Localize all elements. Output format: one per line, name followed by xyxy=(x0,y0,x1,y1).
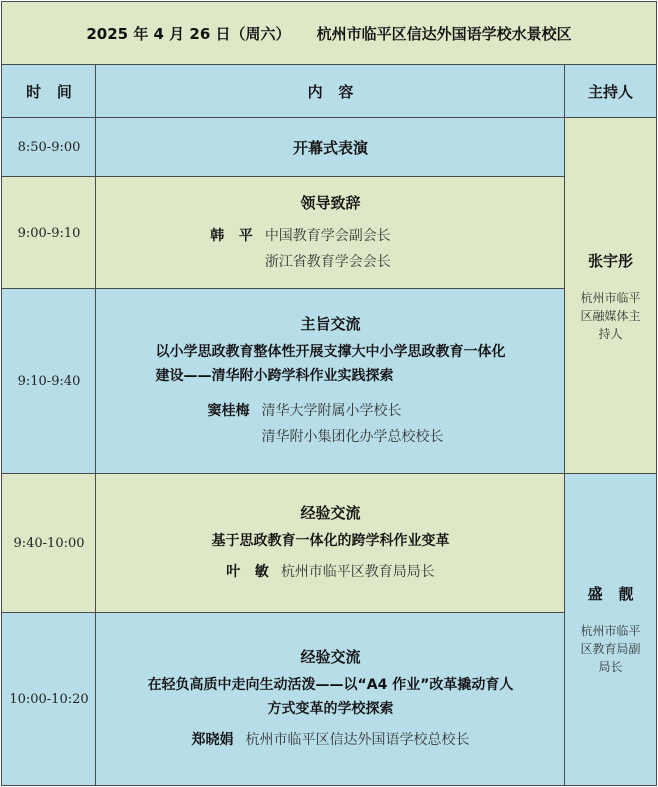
session-title: 开幕式表演 xyxy=(292,139,368,157)
speaker-roles xyxy=(262,398,444,450)
host-1 xyxy=(564,117,657,475)
banner xyxy=(1,1,657,66)
speaker xyxy=(208,398,444,450)
speaker-name: 叶 敏 xyxy=(226,564,269,580)
host-desc-line: 杭州市临平 xyxy=(580,290,641,305)
header-time xyxy=(1,64,97,119)
row-3-content xyxy=(95,288,566,475)
host-desc-line: 持人 xyxy=(598,326,623,341)
row-2-time xyxy=(1,176,97,290)
topic-line: 建设——清华附小跨学科作业实践探索 xyxy=(155,368,394,384)
session-title: 主旨交流 xyxy=(300,315,361,333)
speaker-name: 郑晓娟 xyxy=(191,731,234,748)
header-content-label: 内 容 xyxy=(307,83,354,101)
row-5-time xyxy=(1,612,97,786)
session-title: 领导致辞 xyxy=(300,193,361,212)
speaker-roles xyxy=(265,223,391,275)
time-label: 9:40-10:00 xyxy=(13,536,85,551)
time-label: 9:00-9:10 xyxy=(17,225,81,241)
host-desc-line: 杭州市临平 xyxy=(580,624,641,638)
host-name: 张宇彤 xyxy=(587,251,633,270)
session-topic xyxy=(200,529,462,553)
row-1-time xyxy=(1,117,97,178)
host-description xyxy=(574,622,646,676)
host-2 xyxy=(564,473,657,786)
header-content xyxy=(95,64,566,119)
session-topic xyxy=(144,340,518,388)
speaker-role: 中国教育学会副会长 xyxy=(264,227,391,244)
host-desc-line: 区融媒体主 xyxy=(580,308,641,323)
row-1-content xyxy=(95,117,566,178)
speaker-role: 杭州市临平区教育局局长 xyxy=(280,564,435,580)
row-5-content xyxy=(95,612,566,786)
speaker-role: 清华大学附属小学校长 xyxy=(261,403,402,419)
header-host-label: 主持人 xyxy=(587,83,633,101)
session-topic xyxy=(136,673,526,721)
header-time-label: 时 间 xyxy=(26,83,72,101)
time-label: 8:50-9:00 xyxy=(17,140,81,155)
session-title: 经验交流 xyxy=(300,504,361,522)
banner-text: 2025 年 4 月 26 日（周六） 杭州市临平区信达外国语学校水景校区 xyxy=(86,25,572,43)
host-desc-line: 局长 xyxy=(598,660,623,674)
speaker-name: 韩 平 xyxy=(210,227,253,244)
speaker xyxy=(192,727,470,753)
topic-line: 方式变革的学校探索 xyxy=(267,700,394,717)
row-3-time xyxy=(1,288,97,475)
topic-line: 以小学思政教育整体性开展支撑大中小学思政教育一体化 xyxy=(155,344,506,360)
speaker-name: 窦桂梅 xyxy=(207,403,250,419)
session-title: 经验交流 xyxy=(300,647,361,666)
speaker-roles xyxy=(281,559,435,585)
time-label: 10:00-10:20 xyxy=(9,691,89,707)
speaker xyxy=(210,223,391,275)
header-host xyxy=(564,64,657,119)
host-description xyxy=(574,289,646,343)
time-label: 9:10-9:40 xyxy=(17,374,81,389)
speaker-role: 清华附小集团化办学总校校长 xyxy=(261,429,444,445)
speaker xyxy=(226,559,435,585)
row-2-content xyxy=(95,176,566,290)
speaker-role: 杭州市临平区信达外国语学校总校长 xyxy=(245,731,470,748)
row-4-time xyxy=(1,473,97,614)
speaker-role: 浙江省教育学会会长 xyxy=(264,253,391,270)
row-4-content xyxy=(95,473,566,614)
topic-line: 在轻负高质中走向生动活泼——以“A4 作业”改革撬动育人 xyxy=(147,676,514,693)
topic-line: 基于思政教育一体化的跨学科作业变革 xyxy=(211,533,450,549)
host-desc-line: 区教育局副 xyxy=(580,642,641,656)
host-name: 盛 靓 xyxy=(587,585,634,603)
speaker-roles xyxy=(246,727,470,753)
